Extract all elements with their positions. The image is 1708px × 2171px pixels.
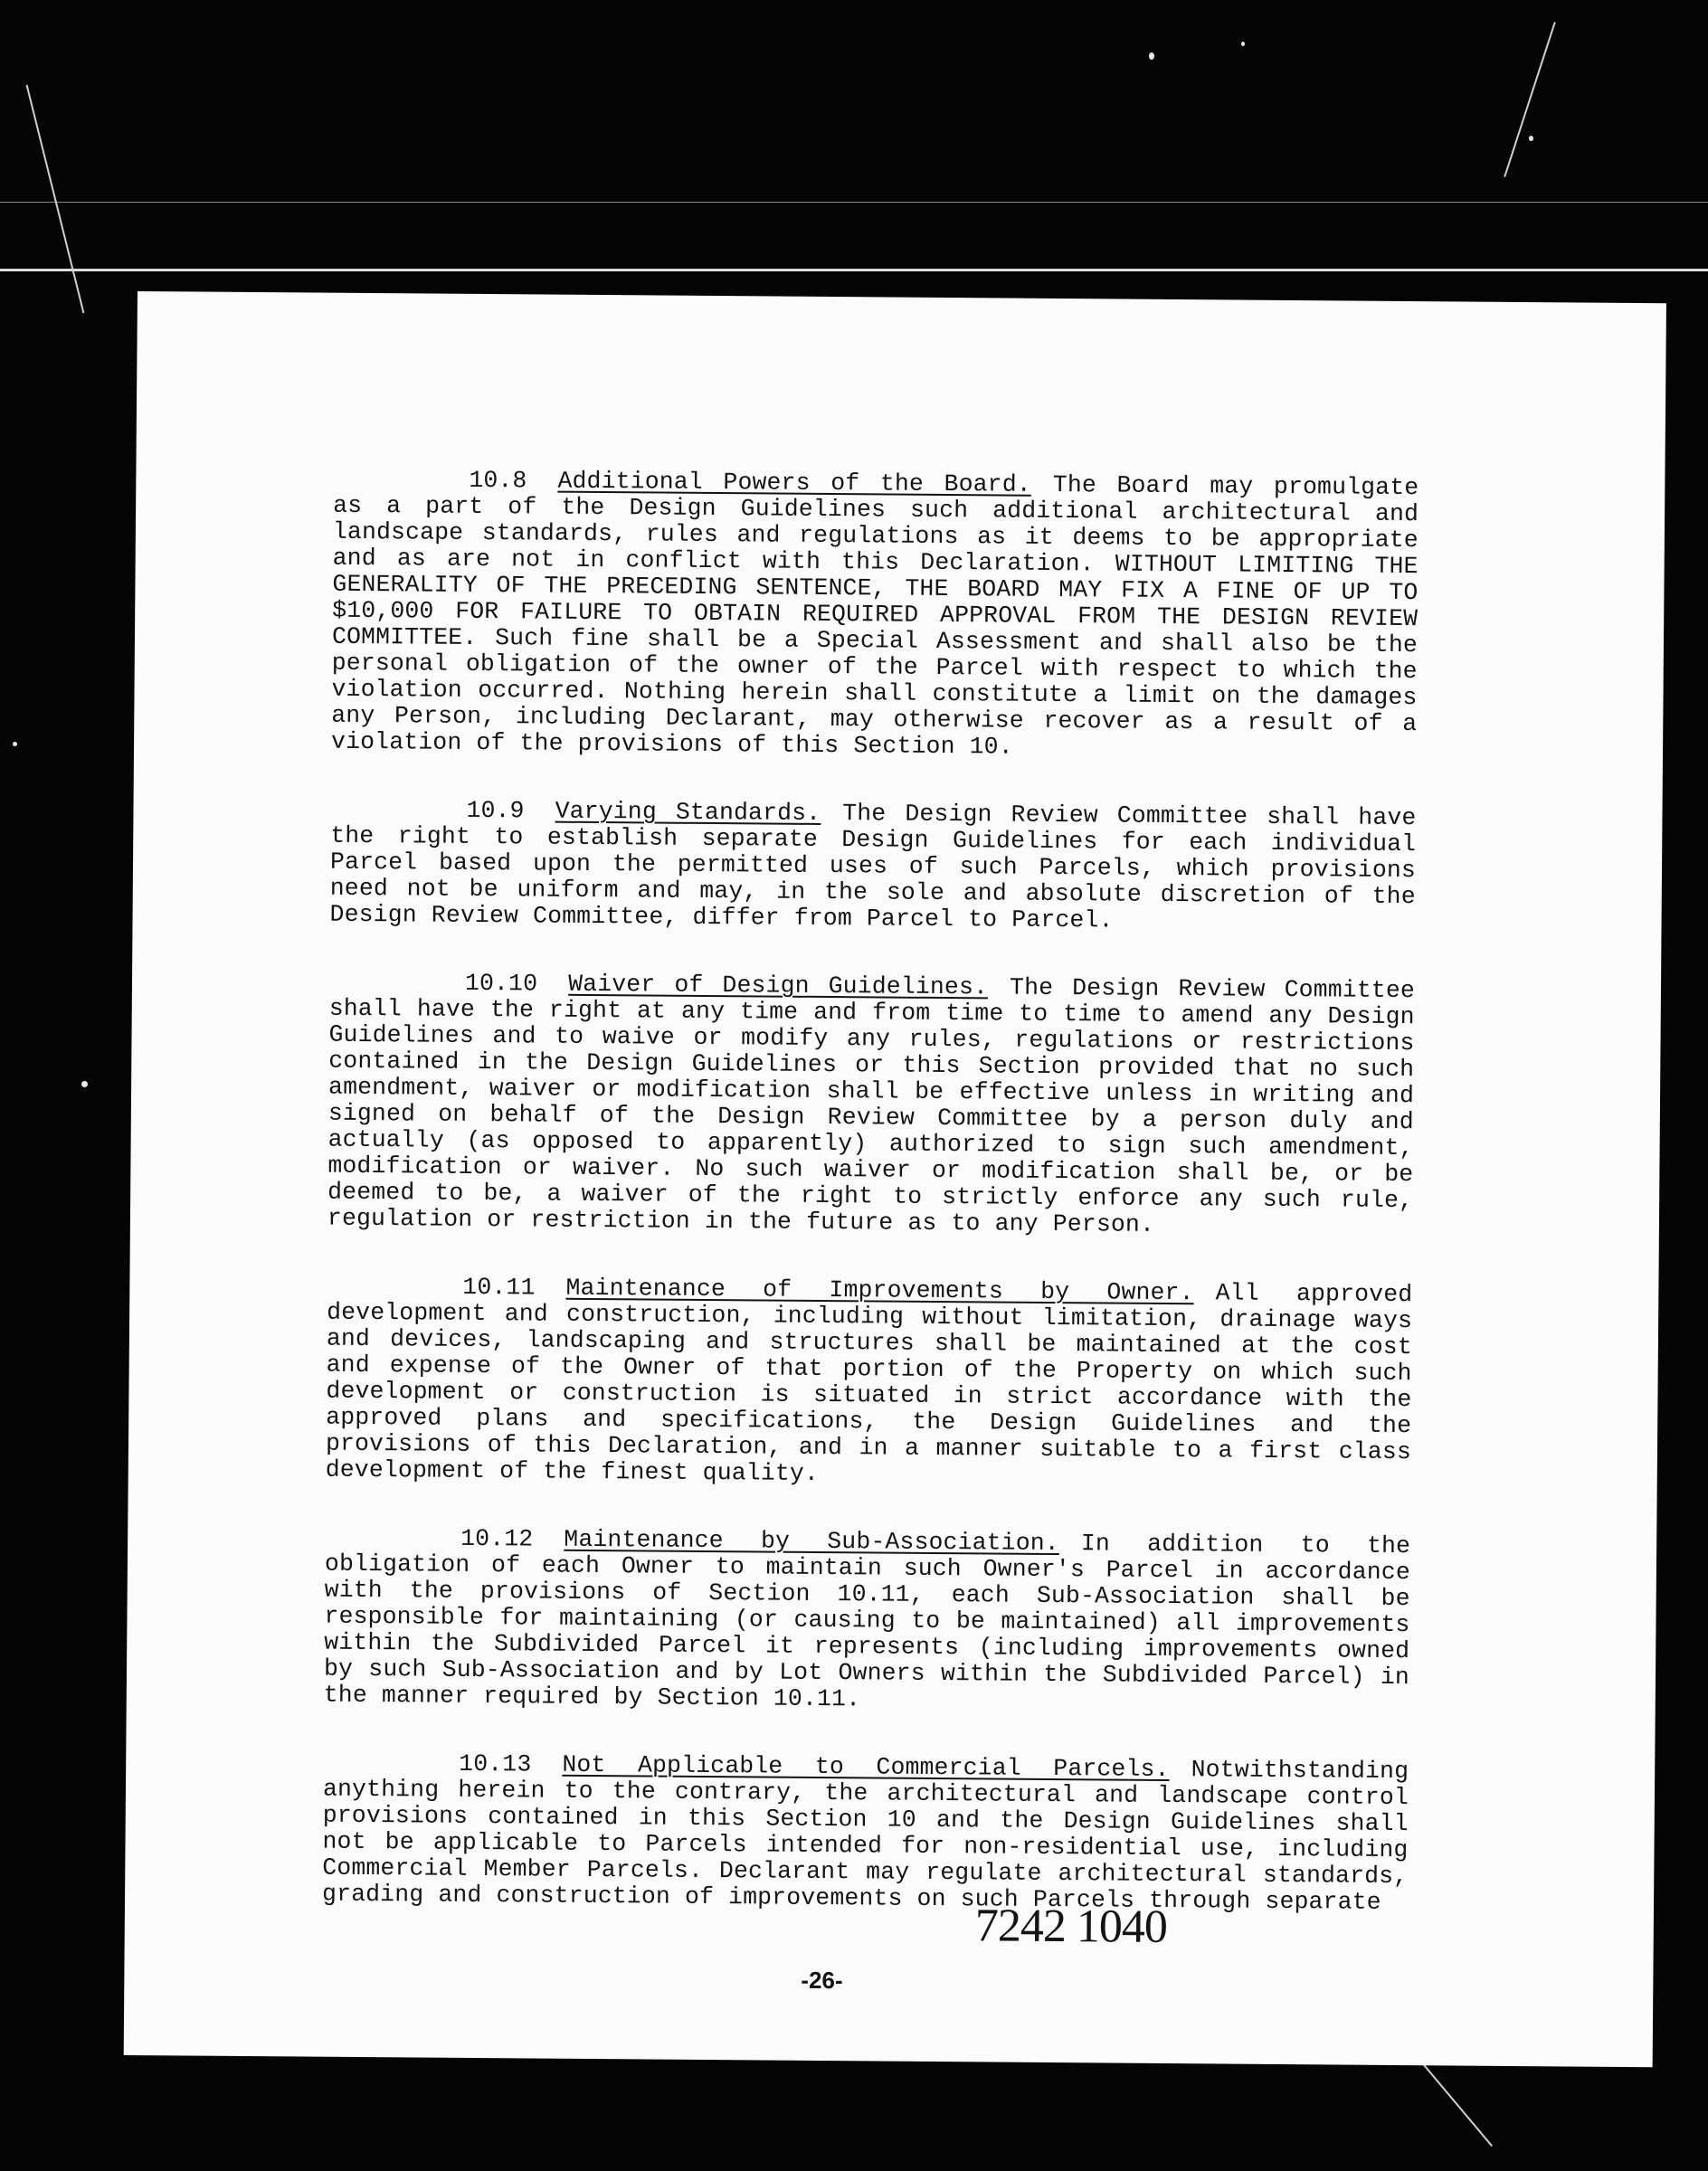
section-number: 10.12 bbox=[460, 1524, 534, 1553]
section-body: All approved development and construction, including without limitation, drainage ways and devices, landscaping and structures shall be maintained at the cost and expense of the Owner of that portion of the Property on which such development or construction is situated in strict accordance with the approved plans and specifications, the Design Guidelines and the provisions of this Declaration, and in a manner suitable to a first class development of the finest quality. bbox=[325, 1279, 1413, 1487]
document-page bbox=[124, 291, 1666, 2067]
section-10-9 bbox=[329, 797, 1416, 936]
section-body: In addition to the obligation of each Owner to maintain such Owner's Parcel in accordance with the provisions of Section 10.11, each Sub-Association shall be responsible for maintaining (or causing to be maintained) all improvements within the Subdivided Parcel it represents (including improvements owned by such Sub-Association and by Lot Owners within the Subdivided Parcel) in the manner required by Section 10.11. bbox=[323, 1530, 1411, 1713]
section-heading: Waiver of Design Guidelines. bbox=[568, 970, 989, 1001]
section-number: 10.10 bbox=[464, 969, 538, 998]
scan-streak bbox=[26, 85, 85, 314]
section-body: The Board may promulgate as a part of the Design Guidelines such additional architectural and landscape standards, rules and regulations as it deems to be appropriate and as are not in conflict with this Declaration. WITHOUT LIMITING THE GENERALITY OF THE PRECEDING SENTENCE, THE BOARD MAY FIX A FINE OF UP TO $10,000 FOR FAILURE TO OBTAIN REQUIRED APPROVAL FROM THE DESIGN REVIEW COMMITTEE. Such fine shall be a Special Assessment and shall also be the personal obligation of the owner of the Parcel with respect to which the violation occurred. Nothing herein shall constitute a limit on the damages any Person, including Declarant, may otherwise recover as a result of a violation of the provisions of this Section 10. bbox=[330, 470, 1419, 761]
document-body bbox=[322, 467, 1419, 1958]
section-heading: Varying Standards. bbox=[555, 797, 821, 827]
page-number: -26- bbox=[801, 1966, 843, 1995]
section-body: The Design Review Committee shall have the right to establish separate Design Guidelines for each individual Parcel based upon the permitted uses of such Parcels, which provisions need not be uniform and may, in the sole and absolute discretion of the Design Review Committee, differ from Parcel to Parcel. bbox=[329, 800, 1417, 934]
section-body: Notwithstanding anything herein to the contrary, the architectural and landscape control provisions contained in this Section 10 and the Design Guidelines shall not be applicable to Parcels intended for non-residential use, including Commercial Member Parcels. Declarant may regulate architectural standards, grading and construction of improvements on such Parcels through separate bbox=[321, 1756, 1409, 1916]
section-number: 10.13 bbox=[459, 1749, 532, 1778]
section-10-13 bbox=[322, 1750, 1409, 1916]
section-heading: Maintenance by Sub-Association. bbox=[564, 1525, 1060, 1558]
section-heading: Not Applicable to Commercial Parcels. bbox=[562, 1750, 1170, 1784]
scan-speck bbox=[1241, 42, 1245, 46]
section-10-11 bbox=[326, 1274, 1413, 1492]
section-heading: Additional Powers of the Board. bbox=[557, 467, 1031, 498]
scanner-edge-line bbox=[0, 269, 1708, 271]
scan-streak bbox=[1504, 22, 1556, 177]
section-number: 10.8 bbox=[469, 466, 527, 495]
scan-speck bbox=[81, 1081, 88, 1087]
scan-speck bbox=[1149, 52, 1154, 60]
scan-speck bbox=[13, 742, 17, 746]
section-body: The Design Review Committee shall have the right at any time and from time to time to amend any Design Guidelines and to waive or modify any rules, regulations or restrictions contained in the Design Guidelines or this Section provided that no such amendment, waiver or modification shall be effective unless in writing and signed on behalf of the Design Review Committee by a person duly and actually (as opposed to apparently) authorized to sign such amendment, modification or waiver. No such waiver or modification shall be, or be deemed to be, a waiver of the right to strictly enforce any such rule, regulation or restriction in the future as to any Person. bbox=[327, 973, 1416, 1238]
scan-speck bbox=[1529, 136, 1533, 141]
scanner-edge-line bbox=[0, 202, 1708, 203]
section-10-10 bbox=[327, 970, 1415, 1240]
section-number: 10.11 bbox=[462, 1273, 536, 1302]
section-10-12 bbox=[324, 1525, 1411, 1717]
recording-number: 7242 1040 bbox=[974, 1900, 1168, 1953]
section-number: 10.9 bbox=[466, 796, 525, 825]
section-heading: Maintenance of Improvements by Owner. bbox=[565, 1274, 1194, 1307]
section-10-8 bbox=[331, 467, 1419, 763]
